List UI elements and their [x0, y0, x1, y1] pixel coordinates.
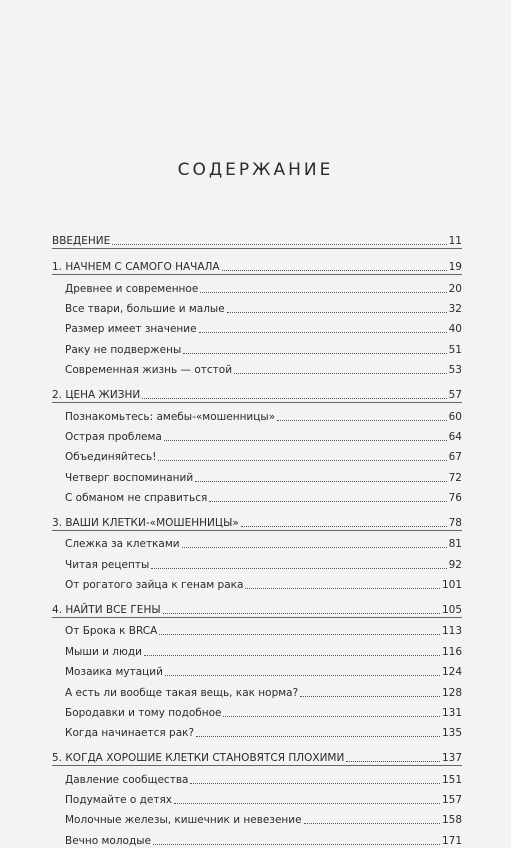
- toc-section-entry: [52, 766, 462, 786]
- toc-section-entry: [52, 720, 462, 740]
- toc-entry-label: 1. НАЧНЕМ С САМОГО НАЧАЛА: [52, 261, 220, 274]
- toc-section-entry: [52, 357, 462, 377]
- toc-page-number: 32: [448, 303, 462, 316]
- dot-leader: [209, 501, 446, 502]
- toc-section-entry: [52, 551, 462, 571]
- toc-page-number: 131: [441, 706, 462, 719]
- toc-section-entry: [52, 424, 462, 444]
- toc-entry-label: Мозаика мутаций: [65, 666, 163, 679]
- toc-entry-label: Острая проблема: [65, 430, 162, 443]
- toc-page-number: 20: [448, 282, 462, 295]
- toc-page-number: 76: [448, 492, 462, 505]
- dot-leader: [245, 588, 440, 589]
- dot-leader: [195, 481, 446, 482]
- toc-section-entry: [52, 787, 462, 807]
- toc-entry-label: Вечно молодые: [65, 834, 151, 847]
- toc-section-entry: [52, 316, 462, 336]
- dot-leader: [199, 332, 447, 333]
- toc-page-number: 128: [441, 686, 462, 699]
- toc-entry-label: Читая рецепты: [65, 558, 150, 571]
- dot-leader: [227, 312, 447, 313]
- toc-entry-label: 4. НАЙТИ ВСЕ ГЕНЫ: [52, 604, 161, 617]
- toc-page-number: 81: [448, 538, 462, 551]
- toc-entry-label: Бородавки и тому подобное: [65, 706, 222, 719]
- dot-leader: [165, 675, 440, 676]
- toc-section-entry: [52, 296, 462, 316]
- dot-leader: [196, 736, 440, 737]
- toc-entry-label: Объединяйтесь!: [65, 451, 157, 464]
- toc-chapter-entry: [52, 382, 462, 402]
- toc-page-number: 116: [441, 645, 462, 658]
- dot-leader: [223, 716, 439, 717]
- toc-entry-label: Познакомьтесь: амебы-«мошенницы»: [65, 410, 276, 423]
- toc-section-entry: [52, 700, 462, 720]
- chapter-separator-line: [52, 248, 462, 249]
- toc-section-entry: [52, 572, 462, 592]
- toc-entry-label: Молочные железы, кишечник и невезение: [65, 814, 302, 827]
- toc-entry-label: Все твари, большие и малые: [65, 303, 225, 316]
- toc-page-number: 101: [441, 579, 462, 592]
- toc-chapter-entry: [52, 745, 462, 765]
- toc-page-number: 151: [441, 773, 462, 786]
- toc-page-number: 105: [441, 604, 462, 617]
- dot-leader: [159, 634, 440, 635]
- dot-leader: [304, 823, 440, 824]
- toc-chapter-entry: [52, 597, 462, 617]
- toc-section-entry: [52, 638, 462, 658]
- toc-section-entry: [52, 659, 462, 679]
- toc-page-number: 51: [448, 343, 462, 356]
- toc-section-entry: [52, 336, 462, 356]
- page-title: СОДЕРЖАНИЕ: [177, 160, 334, 180]
- dot-leader: [234, 373, 447, 374]
- toc-page-number: 11: [448, 235, 462, 248]
- toc-page-number: 135: [441, 727, 462, 740]
- dot-leader: [151, 568, 446, 569]
- toc-section-entry: [52, 618, 462, 638]
- toc-chapter-entry: [52, 254, 462, 274]
- toc-page-number: 64: [448, 430, 462, 443]
- toc-entry-label: А есть ли вообще такая вещь, как норма?: [65, 686, 299, 699]
- dot-leader: [144, 655, 440, 656]
- toc-section-entry: [52, 403, 462, 423]
- toc-entry-label: 2. ЦЕНА ЖИЗНИ: [52, 389, 141, 402]
- toc-entry-label: Мыши и люди: [65, 645, 142, 658]
- dot-leader: [222, 270, 447, 271]
- toc-section-entry: [52, 679, 462, 699]
- toc-chapter-entry: [52, 228, 462, 248]
- toc-entry-label: От рогатого зайца к генам рака: [65, 579, 244, 592]
- toc-page-number: 124: [441, 666, 462, 679]
- toc-entry-label: Слежка за клетками: [65, 538, 180, 551]
- dot-leader: [112, 244, 446, 245]
- toc-section-entry: [52, 531, 462, 551]
- toc-page-number: 157: [441, 794, 462, 807]
- toc-page-number: 78: [448, 516, 462, 529]
- toc-section-entry: [52, 444, 462, 464]
- toc-entry-label: Давление сообщества: [65, 773, 189, 786]
- dot-leader: [158, 460, 446, 461]
- dot-leader: [300, 696, 440, 697]
- dot-leader: [174, 803, 440, 804]
- toc-page-number: 113: [441, 625, 462, 638]
- toc-entry-label: 5. КОГДА ХОРОШИЕ КЛЕТКИ СТАНОВЯТСЯ ПЛОХИМИ: [52, 752, 345, 765]
- toc-section-entry: [52, 275, 462, 295]
- dot-leader: [153, 844, 440, 845]
- toc-section-entry: [52, 464, 462, 484]
- toc-page-number: 72: [448, 471, 462, 484]
- toc-entry-label: Четверг воспоминаний: [65, 471, 194, 484]
- toc-entry-label: Современная жизнь — отстой: [65, 364, 233, 377]
- toc-page-number: 92: [448, 558, 462, 571]
- dot-leader: [142, 398, 446, 399]
- toc-page-number: 57: [448, 389, 462, 402]
- dot-leader: [164, 440, 447, 441]
- toc-section-entry: [52, 807, 462, 827]
- toc-entry-label: Раку не подвержены: [65, 343, 182, 356]
- toc-entry-label: Когда начинается рак?: [65, 727, 195, 740]
- toc-entry-label: Подумайте о детях: [65, 794, 173, 807]
- dot-leader: [183, 353, 446, 354]
- dot-leader: [277, 420, 447, 421]
- toc-entry-label: Древнее и современное: [65, 282, 199, 295]
- toc-page-number: 40: [448, 323, 462, 336]
- toc-page-number: 53: [448, 364, 462, 377]
- toc-section-entry: [52, 485, 462, 505]
- dot-leader: [163, 613, 440, 614]
- toc-page-number: 171: [441, 834, 462, 847]
- dot-leader: [200, 292, 446, 293]
- toc-entry-label: Размер имеет значение: [65, 323, 197, 336]
- toc-page-number: 60: [448, 410, 462, 423]
- dot-leader: [346, 761, 440, 762]
- toc-entry-label: От Брока к BRCA: [65, 625, 158, 638]
- dot-leader: [182, 547, 447, 548]
- toc-entry-label: ВВЕДЕНИЕ: [52, 235, 111, 248]
- toc-entry-label: 3. ВАШИ КЛЕТКИ-«МОШЕННИЦЫ»: [52, 516, 239, 529]
- toc-page-number: 19: [448, 261, 462, 274]
- toc-page-number: 67: [448, 451, 462, 464]
- toc-entry-label: С обманом не справиться: [65, 492, 208, 505]
- toc-chapter-entry: [52, 510, 462, 530]
- toc-page-number: 158: [441, 814, 462, 827]
- toc-section-entry: [52, 827, 462, 847]
- dot-leader: [190, 783, 440, 784]
- toc-page-number: 137: [441, 752, 462, 765]
- dot-leader: [241, 526, 447, 527]
- table-of-contents: [52, 228, 462, 848]
